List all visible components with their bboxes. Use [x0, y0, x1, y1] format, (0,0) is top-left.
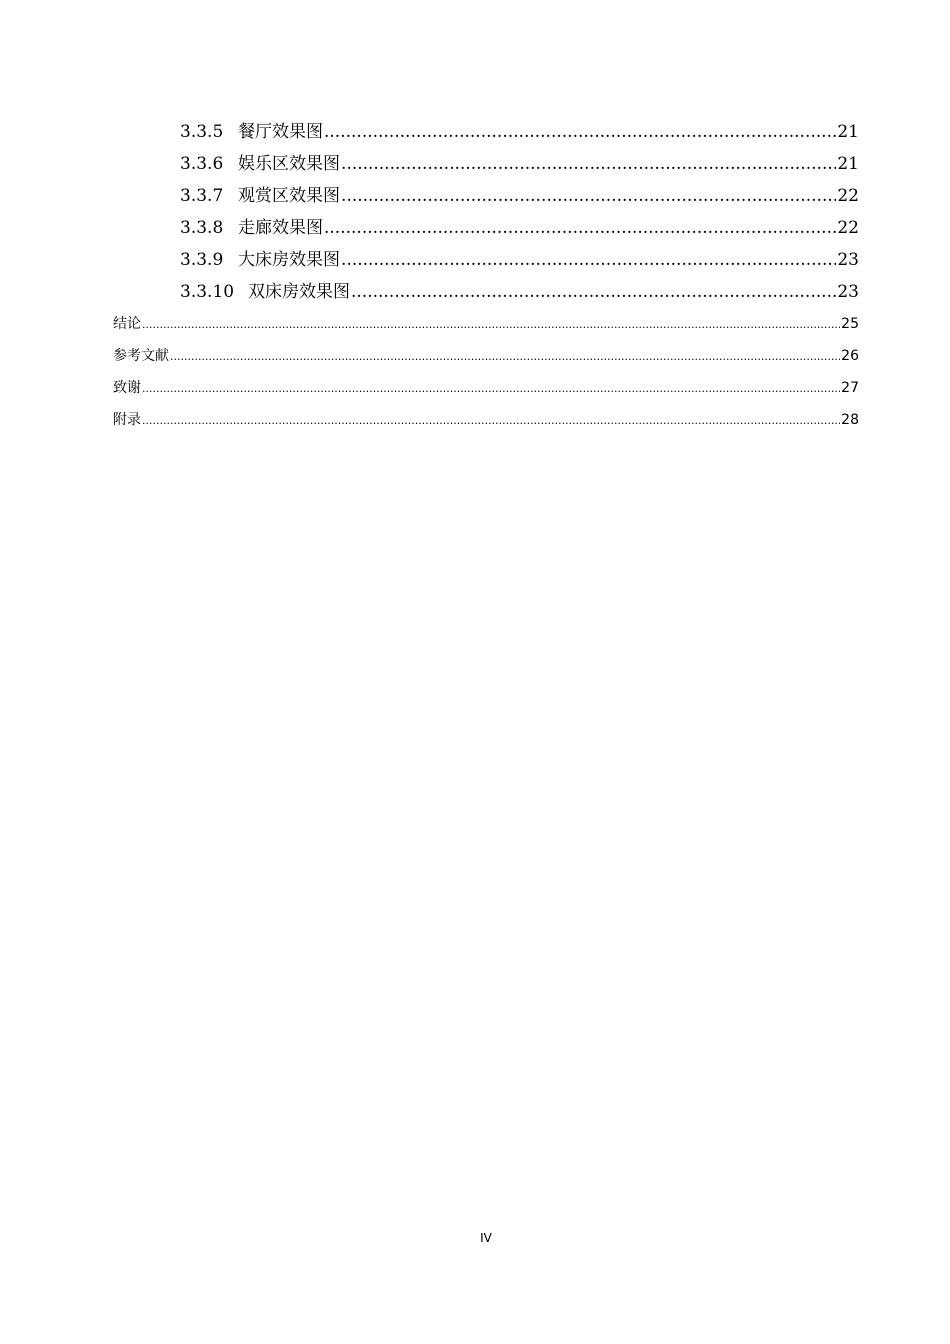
toc-entry-number: 3.3.6	[180, 154, 224, 174]
toc-entry-page: 22	[837, 186, 859, 206]
toc-entry-3-3-6[interactable]	[180, 152, 859, 176]
toc-entry-title: 双床房效果图	[248, 282, 350, 302]
toc-entry-number: 3.3.7	[180, 186, 224, 206]
toc-entry-title: 结论	[113, 316, 141, 332]
toc-entry-title: 走廊效果图	[238, 218, 323, 238]
toc-entry-page: 28	[841, 412, 859, 428]
toc-leader-dots	[142, 411, 840, 430]
toc-leader-dots	[341, 152, 836, 176]
toc-entry-page: 21	[837, 122, 859, 142]
toc-entry-title: 致谢	[113, 380, 141, 396]
toc-leader-dots	[324, 120, 836, 144]
toc-leader-dots	[170, 347, 840, 366]
toc-entry-3-3-10[interactable]	[180, 280, 859, 304]
toc-leader-dots	[142, 315, 840, 334]
page-number-footer: IV	[480, 1231, 492, 1245]
toc-leader-dots	[351, 280, 836, 304]
toc-entry-conclusion[interactable]	[113, 314, 859, 334]
toc-entry-references[interactable]	[113, 346, 859, 366]
toc-entry-title: 观赏区效果图	[238, 186, 340, 206]
toc-entry-page: 23	[837, 282, 859, 302]
toc-entry-title: 大床房效果图	[238, 250, 340, 270]
toc-entry-3-3-5[interactable]	[180, 120, 859, 144]
toc-entry-page: 22	[837, 218, 859, 238]
toc-entry-number: 3.3.9	[180, 250, 224, 270]
toc-entry-number: 3.3.8	[180, 218, 224, 238]
toc-entry-title: 参考文献	[113, 348, 169, 364]
toc-leader-dots	[324, 216, 836, 240]
toc-entry-3-3-9[interactable]	[180, 248, 859, 272]
toc-entry-number: 3.3.10	[180, 282, 235, 302]
toc-entry-3-3-8[interactable]	[180, 216, 859, 240]
toc-entry-page: 25	[841, 316, 859, 332]
toc-entry-number: 3.3.5	[180, 122, 224, 142]
toc-entry-acknowledgements[interactable]	[113, 378, 859, 398]
toc-entry-page: 21	[837, 154, 859, 174]
toc-entry-page: 26	[841, 348, 859, 364]
toc-leader-dots	[341, 184, 836, 208]
toc-entry-appendix[interactable]	[113, 410, 859, 430]
toc-entry-3-3-7[interactable]	[180, 184, 859, 208]
toc-leader-dots	[341, 248, 836, 272]
toc-leader-dots	[142, 379, 840, 398]
toc-entry-title: 餐厅效果图	[238, 122, 323, 142]
toc-entry-title: 娱乐区效果图	[238, 154, 340, 174]
toc-entry-title: 附录	[113, 412, 141, 428]
toc-entry-page: 23	[837, 250, 859, 270]
toc-entry-page: 27	[841, 380, 859, 396]
